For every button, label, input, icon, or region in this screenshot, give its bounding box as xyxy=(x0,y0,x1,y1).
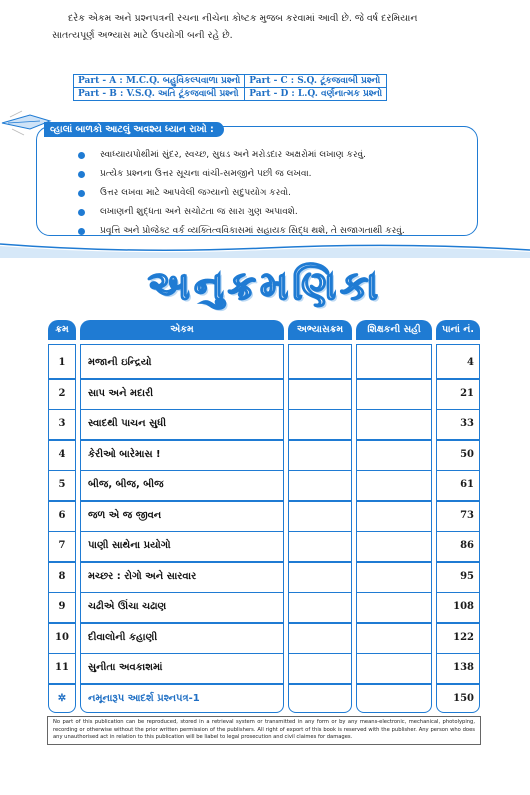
note-text: પ્રવૃત્તિ અને પ્રોજેક્ટ વર્ક વ્યક્તિત્વવિકાસમાં સહાયક સિદ્ધ થશે, તે સજાગતાથી કરવું. xyxy=(100,226,405,236)
note-text: લખાણની શુદ્ધતા અને સચોટતા જ સારા ગુણ અપાવશે. xyxy=(100,207,298,217)
notes-title: વ્હાલાં બાળકો આટલું અવશ્ય ધ્યાન રાખો : xyxy=(44,122,224,137)
unit-title: પાણી સાથેના પ્રયોગો xyxy=(88,540,171,551)
page-number: 95 xyxy=(460,570,474,582)
column-sign xyxy=(356,344,432,713)
page-number: 33 xyxy=(460,418,474,429)
part-c: Part - C : S.Q. ટૂંકજવાબી પ્રશ્નો xyxy=(245,75,387,88)
row-separator xyxy=(288,531,352,533)
column-studied xyxy=(288,344,352,713)
unit-title: સાપ અને મદારી xyxy=(88,387,154,399)
list-item xyxy=(78,146,405,165)
contents-table xyxy=(48,320,480,713)
unit-title: મચ્છર : રોગો અને સારવાર xyxy=(88,570,197,582)
unit-title: જળ એ જ જીવન xyxy=(88,509,162,521)
row-number: 8 xyxy=(58,570,66,582)
note-text: પ્રત્યેક પ્રશ્નના ઉત્તર સૂચના વાંચી-સમજીને પછી જ લખવા. xyxy=(100,169,312,179)
unit-title: સુનીતા અવકાશમાં xyxy=(88,662,163,673)
parts-row xyxy=(74,75,387,88)
unit-title: દીવાલોની કહાણી xyxy=(88,631,158,643)
part-b: Part - B : V.S.Q. અતિ ટૂંકજવાબી પ્રશ્નો xyxy=(74,88,245,101)
list-item xyxy=(78,165,405,184)
page-number: 108 xyxy=(453,601,474,612)
row-number: 7 xyxy=(58,540,66,551)
page-number: 86 xyxy=(460,540,474,551)
bullet-icon xyxy=(78,228,85,235)
row-separator xyxy=(288,378,352,380)
row-number: 6 xyxy=(58,509,66,521)
row-number: 1 xyxy=(58,357,66,368)
row-separator xyxy=(356,378,432,380)
row-separator xyxy=(356,592,432,594)
row-number: 3 xyxy=(58,418,66,429)
intro-line-2: સાતત્યપૂર્ણ અભ્યાસ માટે ઉપયોગી બની રહે છે. xyxy=(52,30,233,41)
page-number: 61 xyxy=(460,479,474,490)
unit-title: મજાની ઇન્દ્રિયો xyxy=(88,357,152,368)
unit-title: કેરીઓ બારેમાસ ! xyxy=(88,448,161,460)
unit-title: ચઢીએ ઊંચા ચઢાણ xyxy=(88,601,167,612)
row-separator xyxy=(356,470,432,472)
header-num: ક્રમ xyxy=(48,320,76,340)
list-item xyxy=(78,222,405,241)
row-number: ✲ xyxy=(57,692,67,704)
unit-title: સ્વાદથી પાચન સુધી xyxy=(88,418,167,429)
header-studied: અભ્યાસક્રમ xyxy=(288,320,352,340)
row-separator xyxy=(288,653,352,655)
row-separator xyxy=(288,470,352,472)
row-separator xyxy=(356,439,432,441)
part-a: Part - A : M.C.Q. બહુવિકલ્પવાળા પ્રશ્નો xyxy=(74,75,245,88)
header-sign: શિક્ષકની સહી xyxy=(356,320,432,340)
parts-row xyxy=(74,88,387,101)
notes-list xyxy=(78,146,405,241)
row-separator xyxy=(288,439,352,441)
note-text: સ્વાધ્યાયપોથીમાં સુંદર, સ્વચ્છ, સુઘડ અને મરોડદાર અક્ષરોમાં લખાણ કરવું. xyxy=(100,150,366,160)
bullet-icon xyxy=(78,209,85,216)
unit-title: બીજ, બીજ, બીજ xyxy=(88,479,164,490)
row-number: 11 xyxy=(55,662,69,673)
intro-paragraph xyxy=(52,10,492,44)
page-number: 4 xyxy=(467,357,474,368)
part-d: Part - D : L.Q. વર્ણનાત્મક પ્રશ્નો xyxy=(245,88,387,101)
header-unit: એકમ xyxy=(80,320,284,340)
parts-table xyxy=(73,74,387,101)
bullet-icon xyxy=(78,171,85,178)
row-number: 9 xyxy=(58,601,66,612)
row-separator xyxy=(356,622,432,624)
note-text: ઉત્તર લખવા માટે આપવેલી જગ્યાનો સદુપયોગ કરવો. xyxy=(100,188,292,198)
row-separator xyxy=(288,592,352,594)
copyright-notice: No part of this publication can be reproduced, stored in a retrieval system or transmitted in any form or by any means-electronic, mechanical, photolyping, recording or otherwise without the prior written permission of the publishers. All right of export of this book is reserved with the publisher. Any person who does any unauthorised act in relation to this publication will be liabel to legal prosecution and civil claimes for damages. xyxy=(47,716,481,745)
row-separator xyxy=(288,622,352,624)
list-item xyxy=(78,184,405,203)
row-separator xyxy=(356,653,432,655)
page-number: 150 xyxy=(453,692,474,704)
list-item xyxy=(78,203,405,222)
header-page: પાનાં નં. xyxy=(436,320,480,340)
row-separator xyxy=(288,683,352,685)
page-number: 122 xyxy=(453,631,474,643)
bullet-icon xyxy=(78,152,85,159)
row-separator xyxy=(356,409,432,411)
row-number: 2 xyxy=(58,387,66,399)
row-separator xyxy=(288,500,352,502)
unit-title: નમૂનારૂપ આદર્શ પ્રશ્નપત્ર-1 xyxy=(88,692,200,704)
page-title: અનુક્રમણિકા xyxy=(147,262,383,309)
row-separator xyxy=(356,500,432,502)
bullet-icon xyxy=(78,190,85,197)
page-number: 50 xyxy=(460,448,474,460)
row-number: 4 xyxy=(58,448,66,460)
page-number: 21 xyxy=(460,387,474,399)
decorative-divider xyxy=(0,242,530,258)
row-separator xyxy=(356,683,432,685)
row-separator xyxy=(288,409,352,411)
row-separator xyxy=(288,561,352,563)
page-number: 138 xyxy=(453,662,474,673)
intro-line-1: દરેક એકમ અને પ્રશ્નપત્રની રચના નીચેના કોષ્ટક મુજબ કરવામાં આવી છે. જે વર્ષ દરમિયાન xyxy=(68,13,418,24)
page-number: 73 xyxy=(460,509,474,521)
row-number: 5 xyxy=(58,479,66,490)
row-separator xyxy=(356,561,432,563)
row-number: 10 xyxy=(55,631,69,643)
row-separator xyxy=(356,531,432,533)
